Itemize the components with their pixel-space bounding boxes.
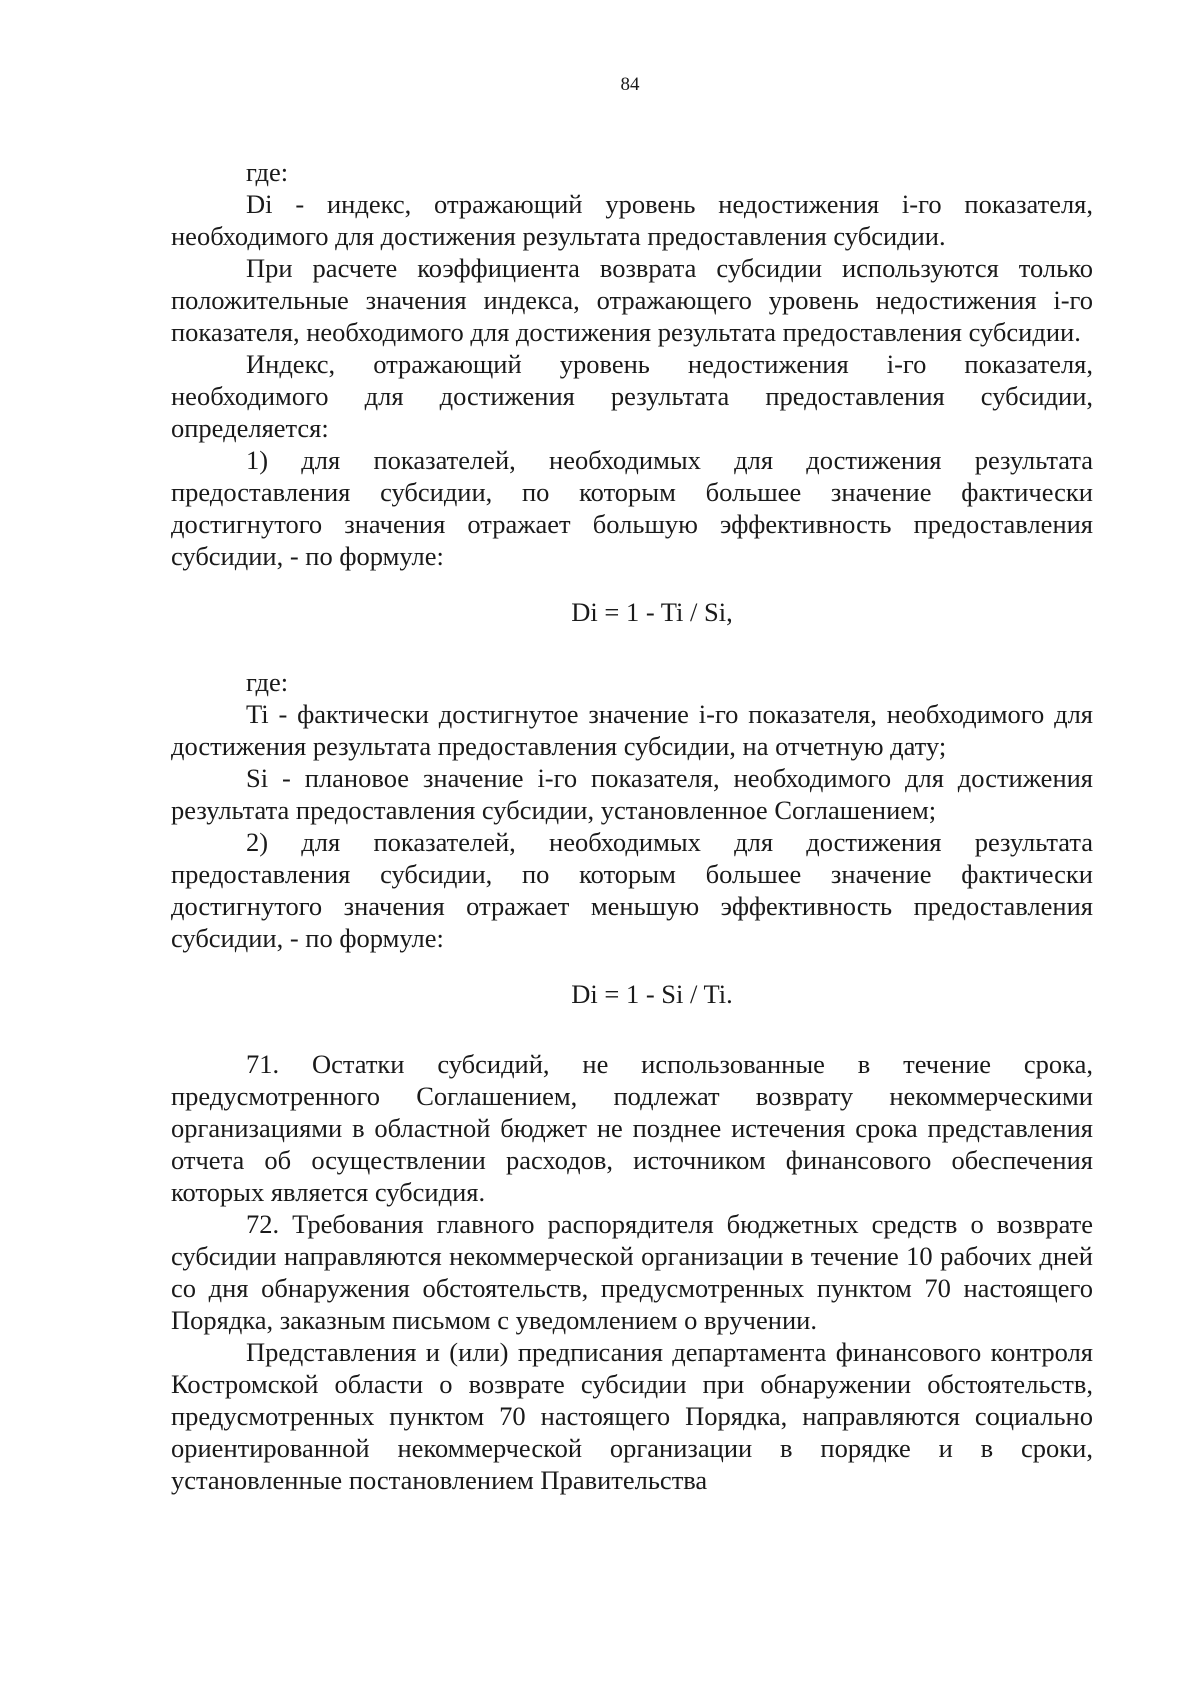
- paragraph-case-1: 1) для показателей, необходимых для достижения результата предоставления субсидии, по которым большее значение фактически достигнутого значения отражает большую эффективность предоставления субсидии, - по формуле:: [171, 445, 1093, 571]
- paragraph-where-1: где:: [246, 157, 289, 187]
- paragraph-71: 71. Остатки субсидий, не использованные в течение срока, предусмотренного Соглашением, подлежат возврату некоммерческими организациями в областной бюджет не позднее истечения срока представления отчета об осуществлении расходов, источником финансового обеспечения которых является субсидия.: [171, 1049, 1093, 1207]
- paragraph-index-determined: Индекс, отражающий уровень недостижения i-го показателя, необходимого для достижения результата предоставления субсидии, определяется:: [171, 349, 1093, 443]
- paragraph-where-2: где:: [246, 667, 289, 697]
- paragraph-di-definition: Di - индекс, отражающий уровень недостижения i-го показателя, необходимого для достижения результата предоставления субсидии.: [171, 189, 1093, 251]
- formula-1: Di = 1 - Ti / Si,: [571, 597, 733, 627]
- paragraph-si-definition: Si - плановое значение i-го показателя, необходимого для достижения результата предоставления субсидии, установленное Соглашением;: [171, 763, 1093, 825]
- page-number: 84: [620, 74, 640, 95]
- document-body: [171, 156, 1093, 1496]
- paragraph-case-2: 2) для показателей, необходимых для достижения результата предоставления субсидии, по которым большее значение фактически достигнутого значения отражает меньшую эффективность предоставления субсидии, - по формуле:: [171, 827, 1093, 953]
- formula-2: Di = 1 - Si / Ti.: [571, 979, 733, 1009]
- paragraph-representations: Представления и (или) предписания департамента финансового контроля Костромской области о возврате субсидии при обнаружении обстоятельств, предусмотренных пунктом 70 настоящего Порядка, направляются социально ориентированной некоммерческой организации в порядке и в сроки, установленные постановлением Правительства: [171, 1337, 1093, 1495]
- paragraph-72: 72. Требования главного распорядителя бюджетных средств о возврате субсидии направляются некоммерческой организации в течение 10 рабочих дней со дня обнаружения обстоятельств, предусмотренных пунктом 70 настоящего Порядка, заказным письмом с уведомлением о вручении.: [171, 1209, 1093, 1335]
- paragraph-positive-values: При расчете коэффициента возврата субсидии используются только положительные значения индекса, отражающего уровень недостижения i-го показателя, необходимого для достижения результата предоставления субсидии.: [171, 253, 1093, 347]
- paragraph-ti-definition: Ti - фактически достигнутое значение i-го показателя, необходимого для достижения результата предоставления субсидии, на отчетную дату;: [171, 699, 1093, 761]
